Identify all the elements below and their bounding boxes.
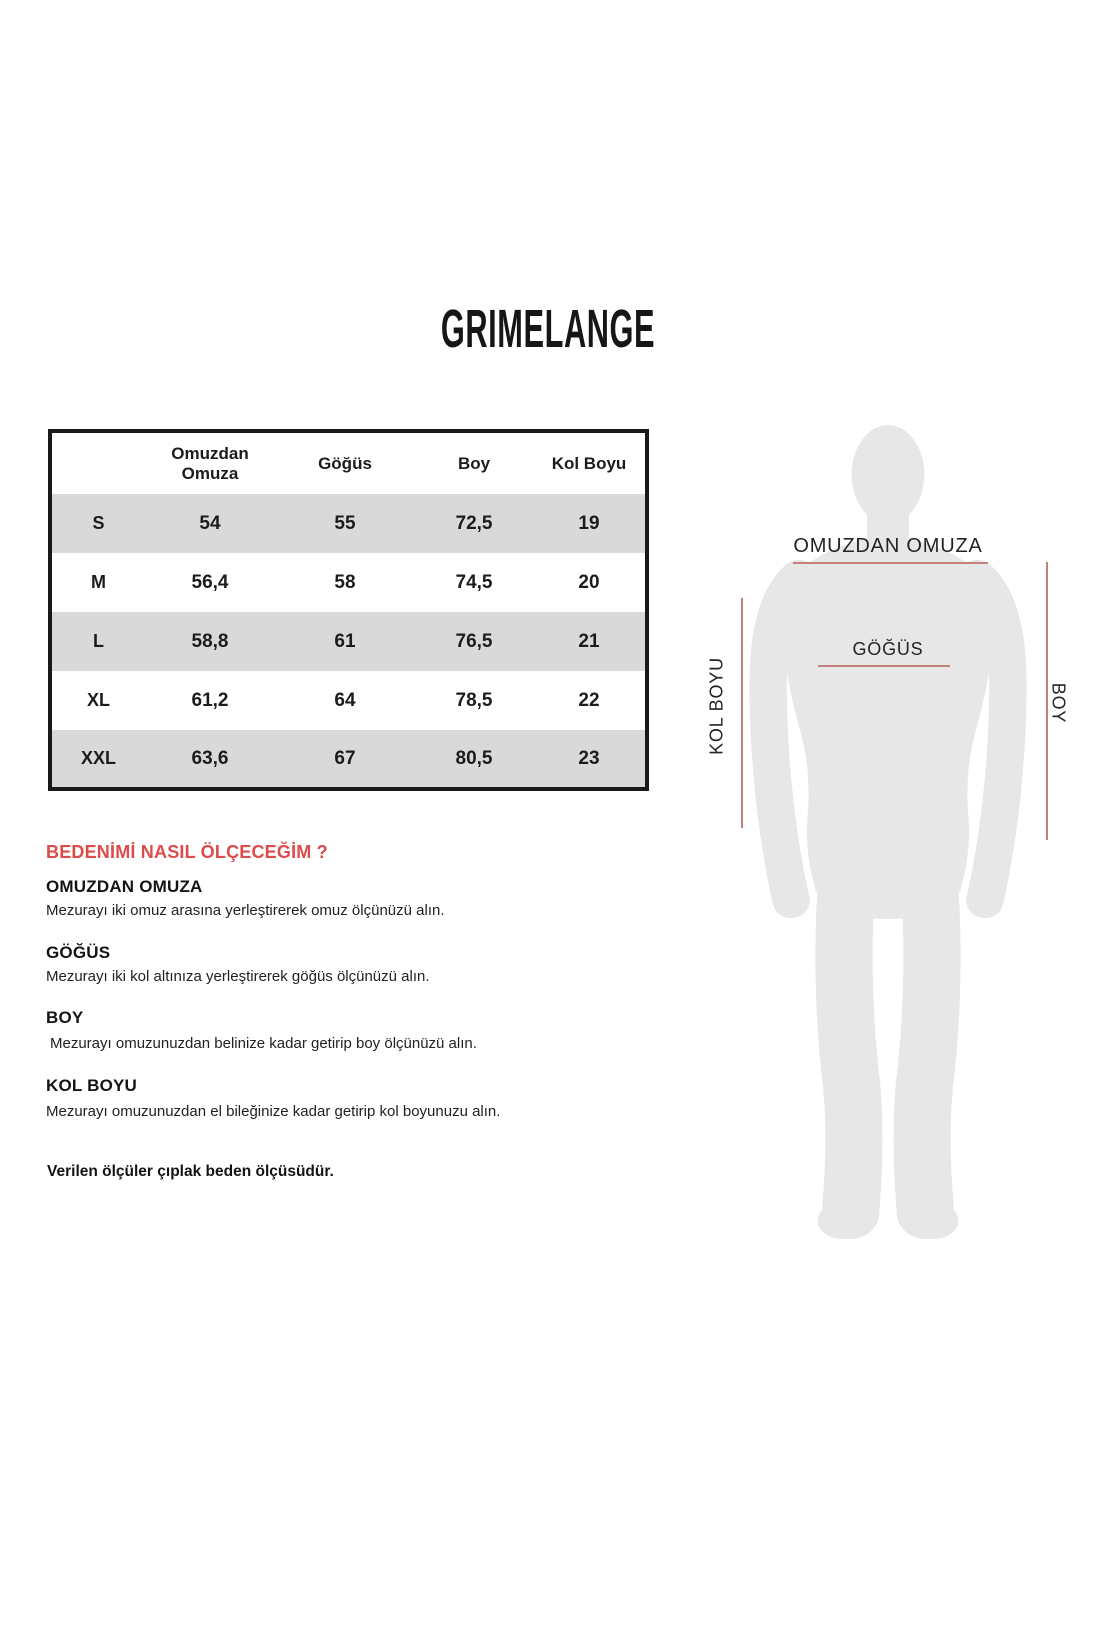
cell-value: 56,4 bbox=[191, 571, 229, 593]
guide-section-title-omuzdan-omuza: OMUZDAN OMUZA bbox=[46, 877, 203, 896]
table-row-s bbox=[50, 494, 647, 553]
cell-value: 67 bbox=[334, 747, 356, 769]
guide-section-title-boy: BOY bbox=[46, 1008, 84, 1027]
shoulder-measure-line bbox=[793, 562, 988, 564]
size-table-corner-cell bbox=[50, 431, 145, 494]
cell-value: 78,5 bbox=[455, 689, 493, 711]
cell-value: 54 bbox=[199, 512, 221, 534]
silhouette-right-leg bbox=[922, 859, 932, 1213]
size-table bbox=[48, 429, 649, 791]
silhouette-left-foot bbox=[818, 1203, 866, 1239]
table-row-m bbox=[50, 553, 647, 612]
cell-value: 76,5 bbox=[455, 630, 493, 652]
col-header-kol-boyu: Kol Boyu bbox=[551, 453, 627, 473]
cell-value: 19 bbox=[578, 512, 600, 534]
cell-value: 63,6 bbox=[191, 747, 229, 769]
cell-value: 61 bbox=[334, 630, 356, 652]
cell-value: 20 bbox=[578, 571, 600, 593]
brand-logo: GRIMELANGE bbox=[440, 299, 656, 359]
col-header-gogus: Göğüs bbox=[318, 453, 372, 473]
table-row-xxl bbox=[50, 730, 647, 789]
cell-value: 21 bbox=[578, 630, 600, 652]
chest-measure-line bbox=[818, 665, 950, 667]
cell-value: 22 bbox=[578, 689, 600, 711]
size-label: XXL bbox=[80, 748, 116, 768]
table-row-l bbox=[50, 612, 647, 671]
guide-section-text-boy: Mezurayı omuzunuzdan belinize kadar getirip boy ölçünüzü alın. bbox=[50, 1035, 477, 1052]
size-label: M bbox=[91, 572, 106, 592]
size-label: XL bbox=[86, 690, 110, 710]
table-row-xl bbox=[50, 671, 647, 730]
size-label: S bbox=[92, 513, 105, 533]
guide-section-text-omuzdan-omuza: Mezurayı iki omuz arasına yerleştirerek omuz ölçünüzü alın. bbox=[46, 902, 445, 919]
cell-value: 61,2 bbox=[191, 689, 229, 711]
cell-value: 55 bbox=[334, 512, 356, 534]
figure-label-kol-boyu: KOL BOYU bbox=[706, 657, 727, 755]
guide-footnote: Verilen ölçüler çıplak beden ölçüsüdür. bbox=[47, 1163, 334, 1180]
col-header-boy: Boy bbox=[457, 453, 491, 473]
silhouette-left-leg bbox=[844, 859, 854, 1213]
cell-value: 74,5 bbox=[455, 571, 493, 593]
cell-value: 72,5 bbox=[455, 512, 493, 534]
sleeve-measure-line bbox=[741, 598, 743, 828]
size-table-header-row bbox=[50, 431, 647, 494]
silhouette-right-foot bbox=[910, 1203, 958, 1239]
guide-heading: BEDENİMİ NASIL ÖLÇECEĞİM ? bbox=[46, 842, 328, 862]
figure-label-gogus: GÖĞÜS bbox=[852, 639, 924, 659]
figure-label-boy: BOY bbox=[1048, 682, 1069, 724]
guide-section-text-kol-boyu: Mezurayı omuzunuzdan el bileğinize kadar getirip kol boyunuzu alın. bbox=[46, 1103, 501, 1120]
guide-section-title-kol-boyu: KOL BOYU bbox=[46, 1076, 138, 1095]
col-header-omuzdan-omuza: Omuzdan Omuza bbox=[171, 443, 249, 483]
guide-section-title-gogus: GÖĞÜS bbox=[46, 943, 111, 962]
size-label: L bbox=[93, 631, 104, 651]
cell-value: 64 bbox=[334, 689, 356, 711]
cell-value: 80,5 bbox=[455, 747, 493, 769]
figure-label-omuzdan-omuza: OMUZDAN OMUZA bbox=[793, 535, 983, 557]
guide-section-text-gogus: Mezurayı iki kol altınıza yerleştirerek göğüs ölçünüzü alın. bbox=[46, 968, 430, 985]
silhouette-torso bbox=[781, 537, 995, 919]
cell-value: 58,8 bbox=[191, 630, 229, 652]
cell-value: 58 bbox=[334, 571, 356, 593]
cell-value: 23 bbox=[578, 747, 600, 769]
